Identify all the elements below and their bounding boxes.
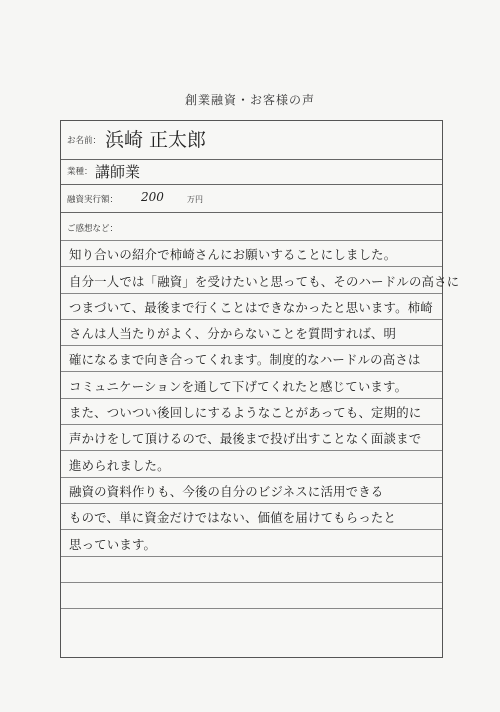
- loan-label: 融資実行額：: [67, 195, 119, 205]
- comment-line: もので、単に資金だけではない、価値を届けてもらったと: [61, 503, 442, 530]
- name-value: 浜崎 正太郎: [105, 129, 207, 151]
- page-title: 創業融資・お客様の声: [184, 93, 315, 107]
- comment-label: ご感想など：: [67, 224, 119, 234]
- comment-label-row: [61, 212, 442, 241]
- comment-line: コミュニケーションを通して下げてくれたと感じています。: [61, 372, 442, 399]
- testimonial-form: [60, 120, 460, 658]
- comment-line: つまづいて、最後まで行くことはできなかったと思います。柿崎: [61, 293, 442, 320]
- name-label: お名前：: [67, 136, 102, 146]
- loan-row: [61, 184, 442, 213]
- loan-value: 200: [141, 190, 164, 204]
- comment-line: 声かけをして頂けるので、最後まで投げ出すことなく面談まで: [61, 424, 442, 451]
- comment-line: 自分一人では「融資」を受けたいと思っても、そのハードルの高さに: [61, 266, 442, 293]
- comment-line: 確になるまで向き合ってくれます。制度的なハードルの高さは: [61, 345, 442, 372]
- comment-line: また、ついつい後回しにするようなことがあっても、定期的に: [61, 398, 442, 425]
- industry-row: [61, 159, 442, 185]
- industry-label: 業種：: [67, 167, 93, 177]
- comment-line: 進められました。: [61, 450, 442, 477]
- comment-line: 融資の資料作りも、今後の自分のビジネスに活用できる: [61, 477, 442, 504]
- comment-line: [61, 582, 442, 609]
- comment-line: 知り合いの紹介で柿崎さんにお願いすることにしました。: [61, 240, 442, 267]
- industry-value: 講師業: [95, 163, 141, 181]
- comment-line: さんは人当たりがよく、分からないことを質問すれば、明: [61, 319, 442, 346]
- comment-line: 思っています。: [61, 529, 442, 556]
- loan-unit: 万円: [187, 195, 203, 204]
- name-row: [61, 121, 442, 160]
- comment-line: [61, 556, 442, 583]
